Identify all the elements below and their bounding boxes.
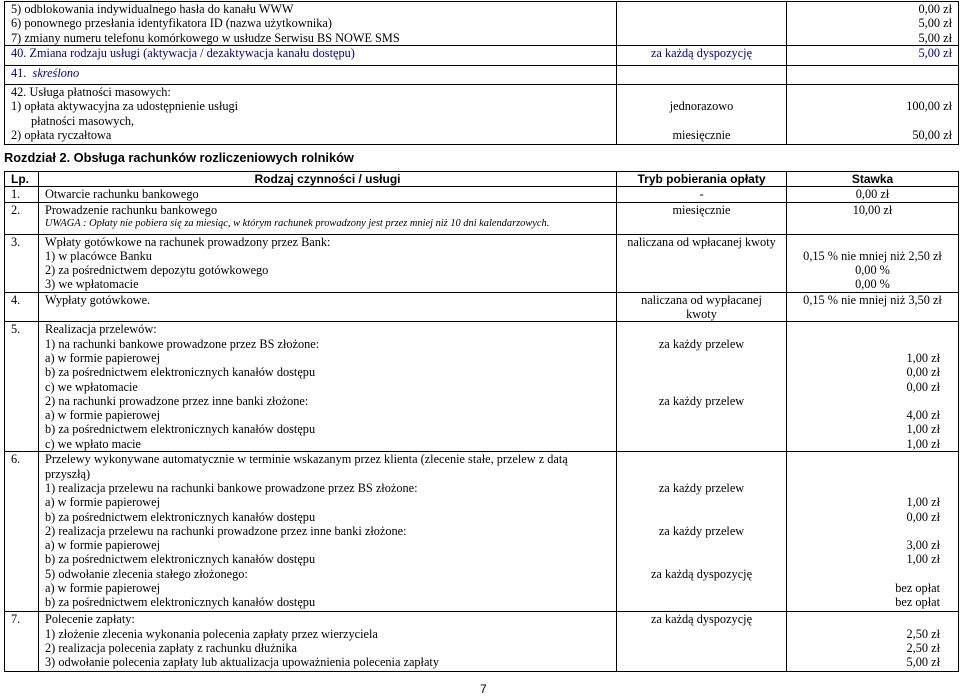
rate-value: 1,00 zł [906, 422, 940, 437]
amount-cell: 5,00 zł [787, 46, 959, 66]
lp-cell: 3. [5, 234, 39, 292]
mode-cell: miesięcznie [617, 202, 787, 234]
rate-value: 0,00 zł [906, 379, 940, 394]
row-line: c) we wpłato macie [45, 436, 141, 451]
row-label [5, 66, 617, 85]
row-line: 7) zmiany numeru telefonu komórkowego w usłudze Serwisu BS NOWE SMS [11, 30, 400, 45]
mode-value: za każdy przelew [658, 523, 745, 538]
table-row [5, 322, 959, 452]
struck-label: skreślono [32, 66, 80, 80]
row-line: 2) na rachunki prowadzone przez inne banki złożone: [45, 393, 309, 408]
rate-cell [787, 322, 959, 452]
rate-value: 1,00 zł [906, 350, 940, 365]
lp-cell: 1. [5, 187, 39, 202]
header-rate: Stawka [787, 172, 959, 187]
rate-value: bez opłat [895, 595, 940, 610]
row-line: Prowadzenie rachunku bankowego [45, 202, 218, 217]
row-line: 1) realizacja przelewu na rachunki bankowe prowadzone przez BS złożone: [45, 480, 418, 495]
table-row [5, 66, 959, 85]
row-line: 1) opłata aktywacyjna za udostępnienie usługi [11, 99, 239, 114]
mode-cell [617, 234, 787, 292]
row-label: 40. Zmiana rodzaju usługi (aktywacja / dezaktywacja kanału dostępu) [5, 46, 617, 66]
type-cell [39, 234, 617, 292]
row-line: b) za pośrednictwem elektronicznych kanałów dostępu [45, 552, 316, 567]
mode-value: za każdą dyspozycję [650, 612, 753, 627]
page-number: 7 [480, 682, 487, 696]
mode-cell [617, 612, 787, 672]
mode-cell [617, 322, 787, 452]
fee-table-previous-section [4, 1, 959, 145]
row-line: 2) realizacja przelewu na rachunki prowadzone przez inne banki złożone: [45, 523, 407, 538]
table-row [5, 202, 959, 234]
lp-cell: 2. [5, 202, 39, 234]
rate-cell: 0,15 % nie mniej niż 3,50 zł [787, 292, 959, 322]
table-row [5, 2, 959, 46]
rate-value: 5,00 zł [906, 655, 940, 670]
rate-cell [787, 234, 959, 292]
type-cell: Wypłaty gotówkowe. [39, 292, 617, 322]
row-line: a) w formie papierowej [45, 350, 161, 365]
rate-value: 1,00 zł [906, 495, 940, 510]
rate-value: 2,50 zł [906, 640, 940, 655]
amount-value: 100,00 zł [906, 99, 952, 114]
type-cell [39, 452, 617, 612]
header-lp: Lp. [5, 172, 39, 187]
rate-value: 4,00 zł [906, 408, 940, 423]
table-row [5, 452, 959, 612]
amount-cell [787, 85, 959, 145]
row-line: płatności masowych, [31, 113, 135, 128]
table-row [5, 612, 959, 672]
rate-value: 0,15 % nie mniej niż 2,50 zł [803, 248, 942, 263]
row-line: 2) za pośrednictwem depozytu gotówkowego [45, 263, 269, 278]
amount-value: 5,00 zł [918, 16, 952, 31]
row-line: a) w formie papierowej [45, 581, 161, 596]
row-line: 3) we wpłatomacie [45, 277, 139, 292]
row-line: b) za pośrednictwem elektronicznych kanałów dostępu [45, 595, 316, 610]
mode-cell [617, 2, 787, 46]
mode-value: naliczana od wypłacanej [641, 292, 762, 307]
amount-value: 5,00 zł [918, 30, 952, 45]
type-cell [39, 202, 617, 234]
mode-cell: za każdą dyspozycję [617, 46, 787, 66]
lp-cell: 6. [5, 452, 39, 612]
row-line: Wpłaty gotówkowe na rachunek prowadzony przez Bank: [45, 234, 331, 249]
rate-cell [787, 612, 959, 672]
mode-value: naliczana od wpłacanej kwoty [627, 234, 776, 249]
mode-value: miesięcznie [672, 127, 731, 142]
fee-table-section-2 [4, 171, 959, 672]
rate-value: 2,50 zł [906, 626, 940, 641]
row-line: 1) złożenie zlecenia wykonania polecenia zapłaty przez wierzyciela [45, 626, 378, 641]
header-mode: Tryb pobierania opłaty [617, 172, 787, 187]
table-row [5, 187, 959, 202]
row-line: b) za pośrednictwem elektronicznych kanałów dostępu [45, 365, 316, 380]
rate-value: 0,00 zł [906, 509, 940, 524]
row-line: a) w formie papierowej [45, 408, 161, 423]
rate-value: 0,00 % [855, 277, 890, 292]
table-header-row [5, 172, 959, 187]
lp-cell: 7. [5, 612, 39, 672]
row-line: b) za pośrednictwem elektronicznych kanałów dostępu [45, 509, 316, 524]
mode-cell [617, 292, 787, 322]
table-row [5, 46, 959, 66]
rate-value: 3,00 zł [906, 538, 940, 553]
rate-cell: 0,00 zł [787, 187, 959, 202]
rate-value: 1,00 zł [906, 436, 940, 451]
mode-value: jednorazowo [669, 99, 734, 114]
row-line: 3) odwołanie polecenia zapłaty lub aktualizacja upoważnienia polecenia zapłaty [45, 655, 439, 670]
row-line: c) we wpłatomacie [45, 379, 138, 394]
mode-cell [617, 66, 787, 85]
amount-cell [787, 2, 959, 46]
row-services-cell [5, 2, 617, 46]
rate-cell [787, 452, 959, 612]
header-type: Rodzaj czynności / usługi [39, 172, 617, 187]
amount-value: 0,00 zł [918, 2, 952, 16]
lp-cell: 5. [5, 322, 39, 452]
type-cell [39, 322, 617, 452]
row-line: Przelewy wykonywane automatycznie w terminie wskazanym przez klienta (zlecenie stałe, przelew z datą [45, 452, 568, 467]
row-line: 6) ponownego przesłania identyfikatora ID (nazwa użytkownika) [11, 16, 332, 31]
mode-cell: - [617, 187, 787, 202]
mode-value: za każdy przelew [658, 480, 745, 495]
rate-value: 0,00 zł [906, 365, 940, 380]
table-row [5, 234, 959, 292]
row-line: a) w formie papierowej [45, 495, 161, 510]
row-line: Polecenie zapłaty: [45, 612, 135, 627]
mode-cell [617, 85, 787, 145]
rate-value: bez opłat [895, 581, 940, 596]
row-line: b) za pośrednictwem elektronicznych kanałów dostępu [45, 422, 316, 437]
amount-value: 50,00 zł [912, 127, 952, 142]
row-services-cell [5, 85, 617, 145]
mode-cell [617, 452, 787, 612]
section-title: Rozdział 2. Obsługa rachunków rozliczeniowych rolników [4, 150, 354, 165]
rate-value: 1,00 zł [906, 552, 940, 567]
lp-cell: 4. [5, 292, 39, 322]
row-line: a) w formie papierowej [45, 538, 161, 553]
mode-value: za każdy przelew [658, 393, 745, 408]
row-line: 42. Usługa płatności masowych: [11, 85, 171, 99]
row-line: 2) opłata ryczałtowa [11, 127, 112, 142]
mode-value: za każdy przelew [658, 336, 745, 351]
amount-cell [787, 66, 959, 85]
mode-value: kwoty [686, 307, 717, 322]
rate-cell: 10,00 zł [787, 202, 959, 234]
rate-value: 0,00 % [855, 263, 890, 278]
row-line: Realizacja przelewów: [45, 322, 157, 337]
row-line: 1) w placówce Banku [45, 248, 152, 263]
table-row [5, 85, 959, 145]
mode-value: za każdą dyspozycję [650, 566, 753, 581]
type-cell [39, 612, 617, 672]
row-line: 5) odblokowania indywidualnego hasła do kanału WWW [11, 2, 294, 16]
type-cell: Otwarcie rachunku bankowego [39, 187, 617, 202]
row-number: 41. [11, 66, 27, 80]
note-text: UWAGA : Opłaty nie pobiera się za miesiąc, w którym rachunek prowadzony jest przez mniej niż 10 dni kalendarzowych. [45, 217, 550, 229]
table-row [5, 292, 959, 322]
row-line: 2) realizacja polecenia zapłaty z rachunku dłużnika [45, 640, 297, 655]
row-line: 1) na rachunki bankowe prowadzone przez BS złożone: [45, 336, 320, 351]
row-line: 5) odwołanie zlecenia stałego złożonego: [45, 566, 248, 581]
row-line: przyszłą) [45, 466, 91, 481]
